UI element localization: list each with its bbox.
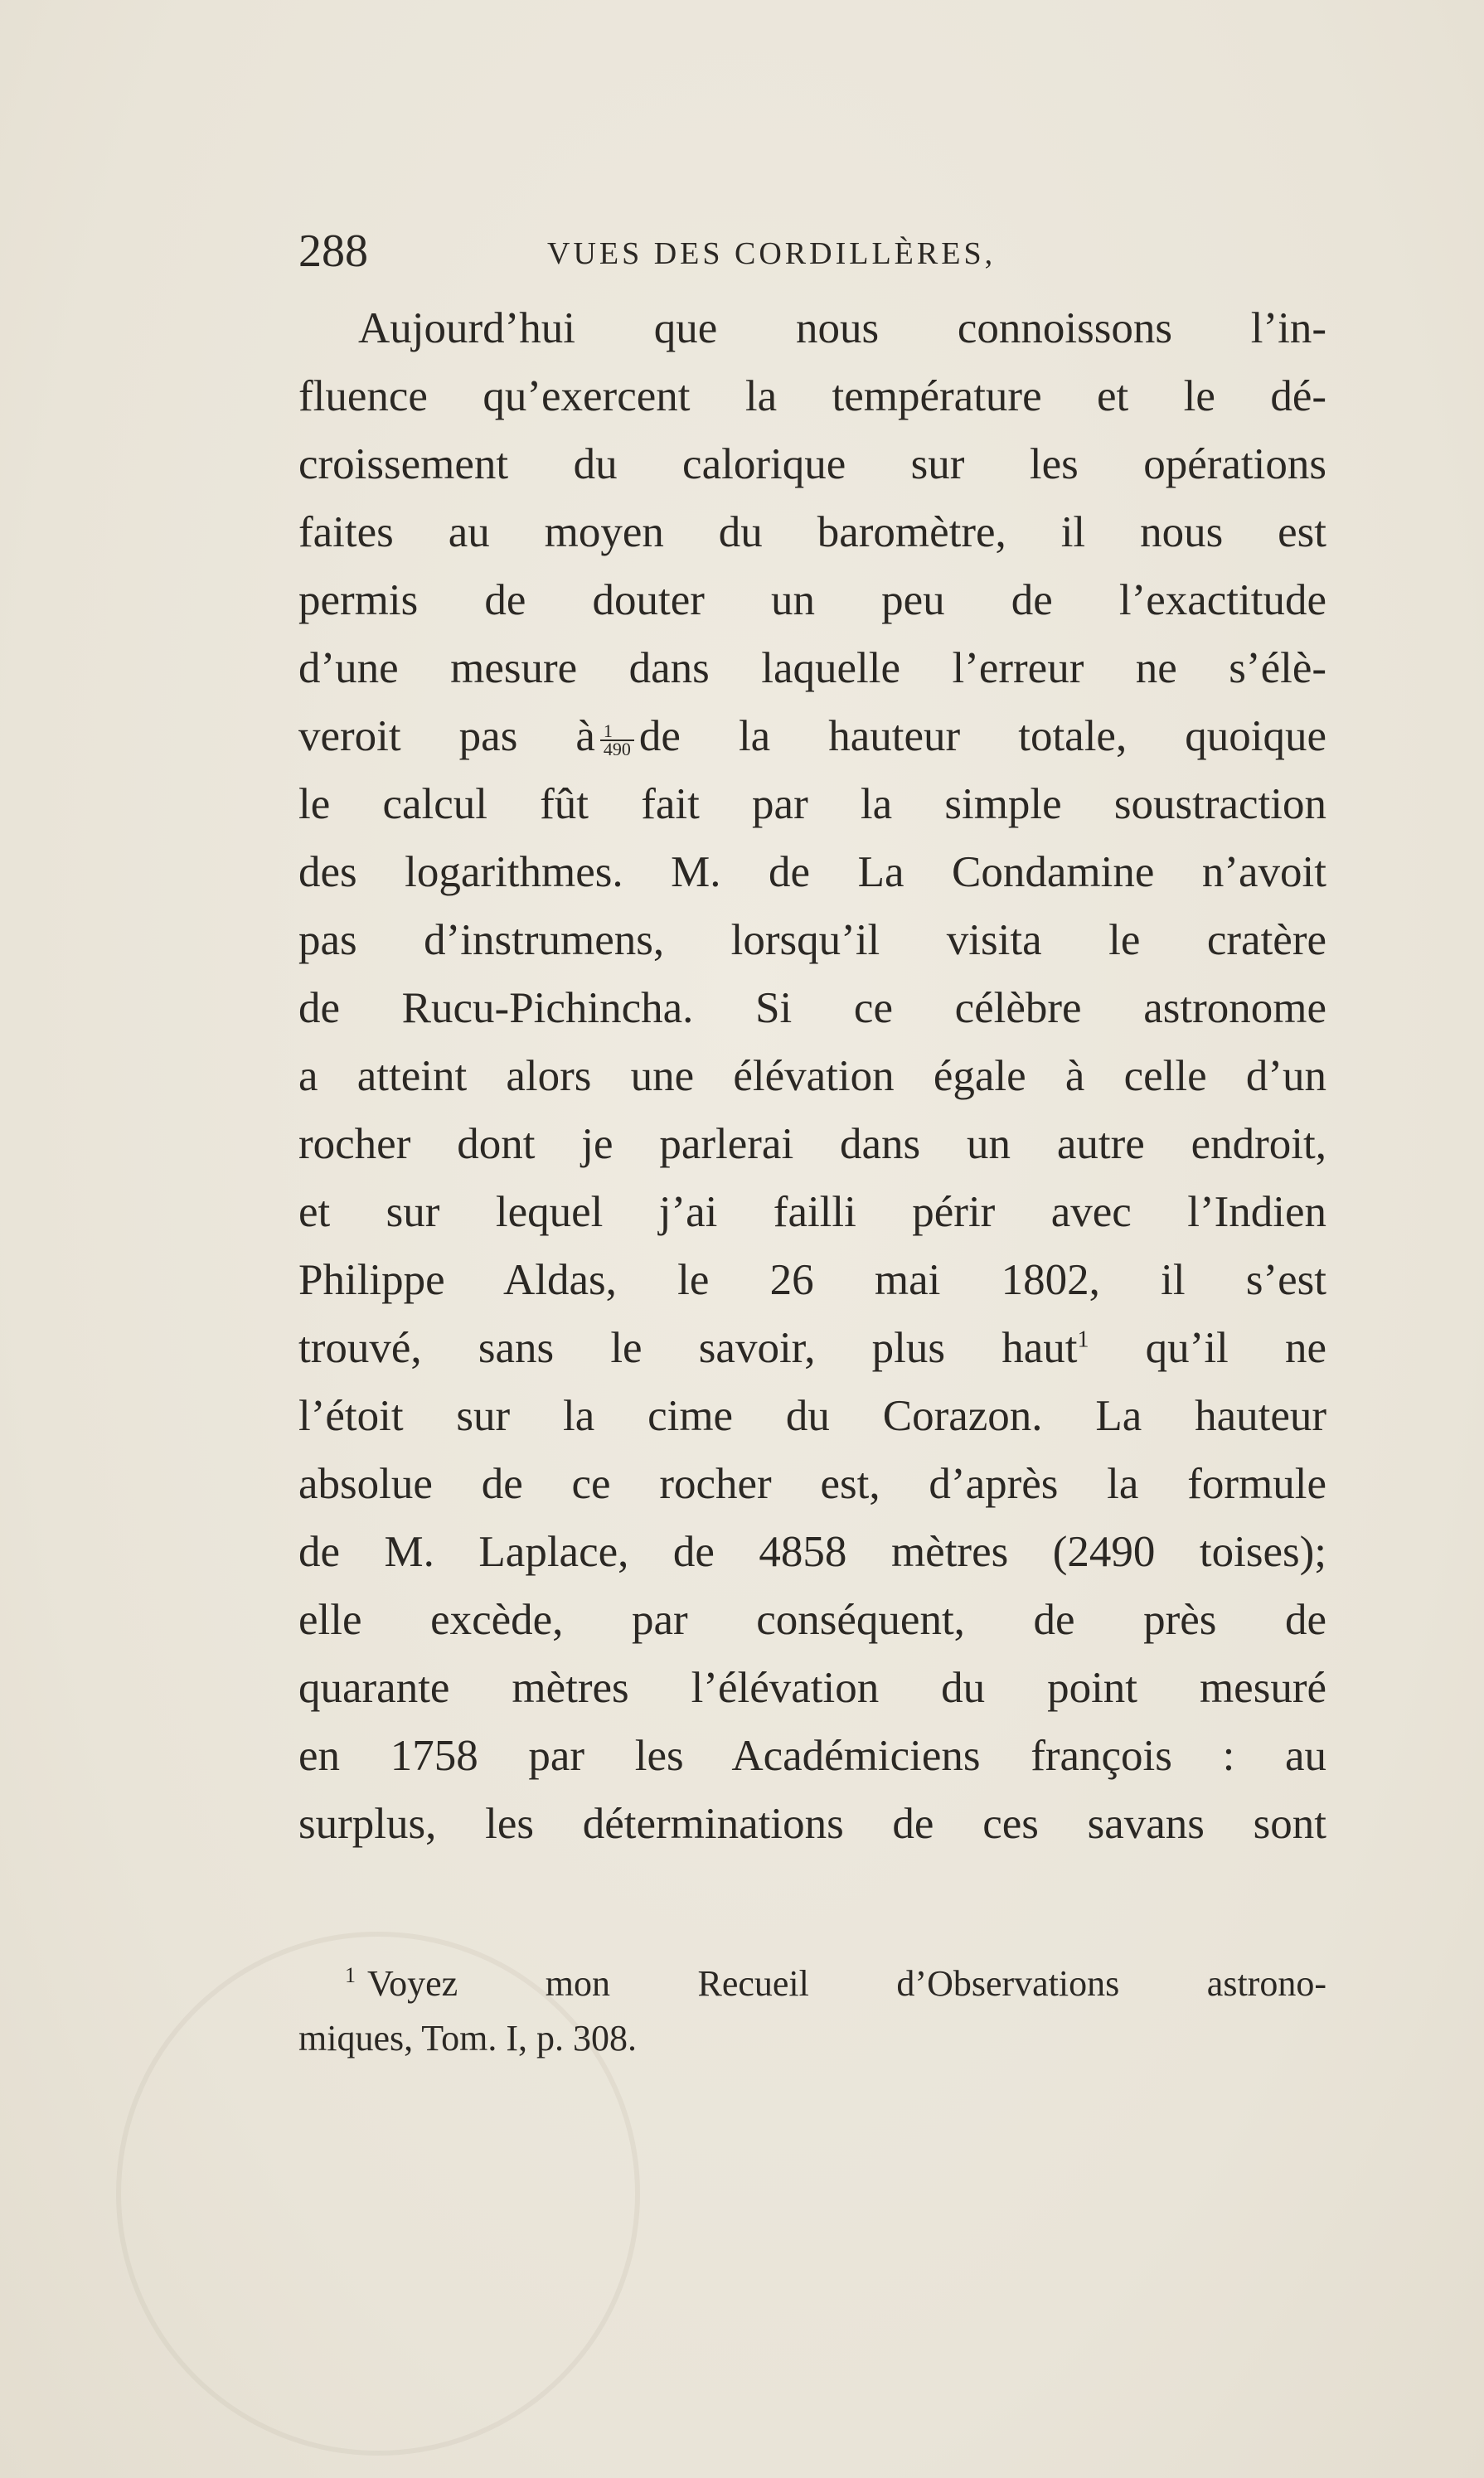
footnote-reference[interactable]: 1: [1077, 1326, 1089, 1353]
text-line: en 1758 par les Académiciens françois : au: [298, 1732, 1326, 1780]
fraction: [600, 720, 634, 759]
text-line: permis de douter un peu de l’exactitude: [298, 576, 1326, 624]
body-text: [298, 294, 1326, 1911]
text-line-with-fraction: [298, 702, 1326, 770]
note-line-end: qu’il ne: [1145, 1324, 1327, 1372]
text-line: Philippe Aldas, le 26 mai 1802, il s’est: [298, 1256, 1326, 1304]
fraction-denominator: 490: [603, 738, 631, 759]
text-line: a atteint alors une élévation égale à celle d’un: [298, 1052, 1326, 1100]
text-line: de Rucu-Pichincha. Si ce célèbre astronome: [298, 984, 1326, 1032]
text-line: des logarithmes. M. de La Condamine n’avoit: [298, 848, 1326, 896]
text-line: de M. Laplace, de 4858 mètres (2490 toises);: [298, 1528, 1326, 1576]
fraction-line-end: de la hauteur totale, quoique: [638, 712, 1326, 760]
text-line: l’étoit sur la cime du Corazon. La hauteur: [298, 1392, 1326, 1440]
note-line-start: trouvé, sans le savoir, plus haut: [298, 1324, 1078, 1372]
text-line: absolue de ce rocher est, d’après la formule: [298, 1460, 1326, 1508]
page-header: [298, 222, 1128, 280]
text-line: le calcul fût fait par la simple soustraction: [298, 780, 1326, 828]
text-line: pas d’instrumens, lorsqu’il visita le cratère: [298, 916, 1326, 964]
text-line: rocher dont je parlerai dans un autre endroit,: [298, 1120, 1326, 1168]
text-line: fluence qu’exercent la température et le dé-: [298, 372, 1326, 420]
text-line-with-note: [298, 1314, 1326, 1382]
text-line: surplus, les déterminations de ces savans sont: [298, 1800, 1326, 1848]
text-line: d’une mesure dans laquelle l’erreur ne s’élè-: [298, 644, 1326, 692]
footnote-text-2: miques, Tom. I, p. 308.: [298, 2018, 637, 2059]
footnote: [298, 1957, 1326, 2066]
footnote-line: [298, 1957, 1326, 2011]
page-number: 288: [298, 225, 368, 277]
text-line: elle excède, par conséquent, de près de: [298, 1596, 1326, 1644]
footnote-marker: 1: [345, 1963, 356, 1988]
running-title: VUES DES CORDILLÈRES,: [547, 236, 997, 271]
text-line: quarante mètres l’élévation du point mesuré: [298, 1664, 1326, 1712]
text-line: et sur lequel j’ai failli périr avec l’Indien: [298, 1188, 1326, 1236]
fraction-numerator: 1: [600, 723, 634, 741]
fraction-line-start: veroit pas à: [298, 712, 595, 760]
text-line: faites au moyen du baromètre, il nous est: [298, 508, 1326, 556]
text-line: Aujourd’hui que nous connoissons l’in-: [358, 304, 1326, 352]
text-line: croissement du calorique sur les opérations: [298, 440, 1326, 488]
footnote-text-1: Voyez mon Recueil d’Observations astrono-: [367, 1963, 1326, 2004]
